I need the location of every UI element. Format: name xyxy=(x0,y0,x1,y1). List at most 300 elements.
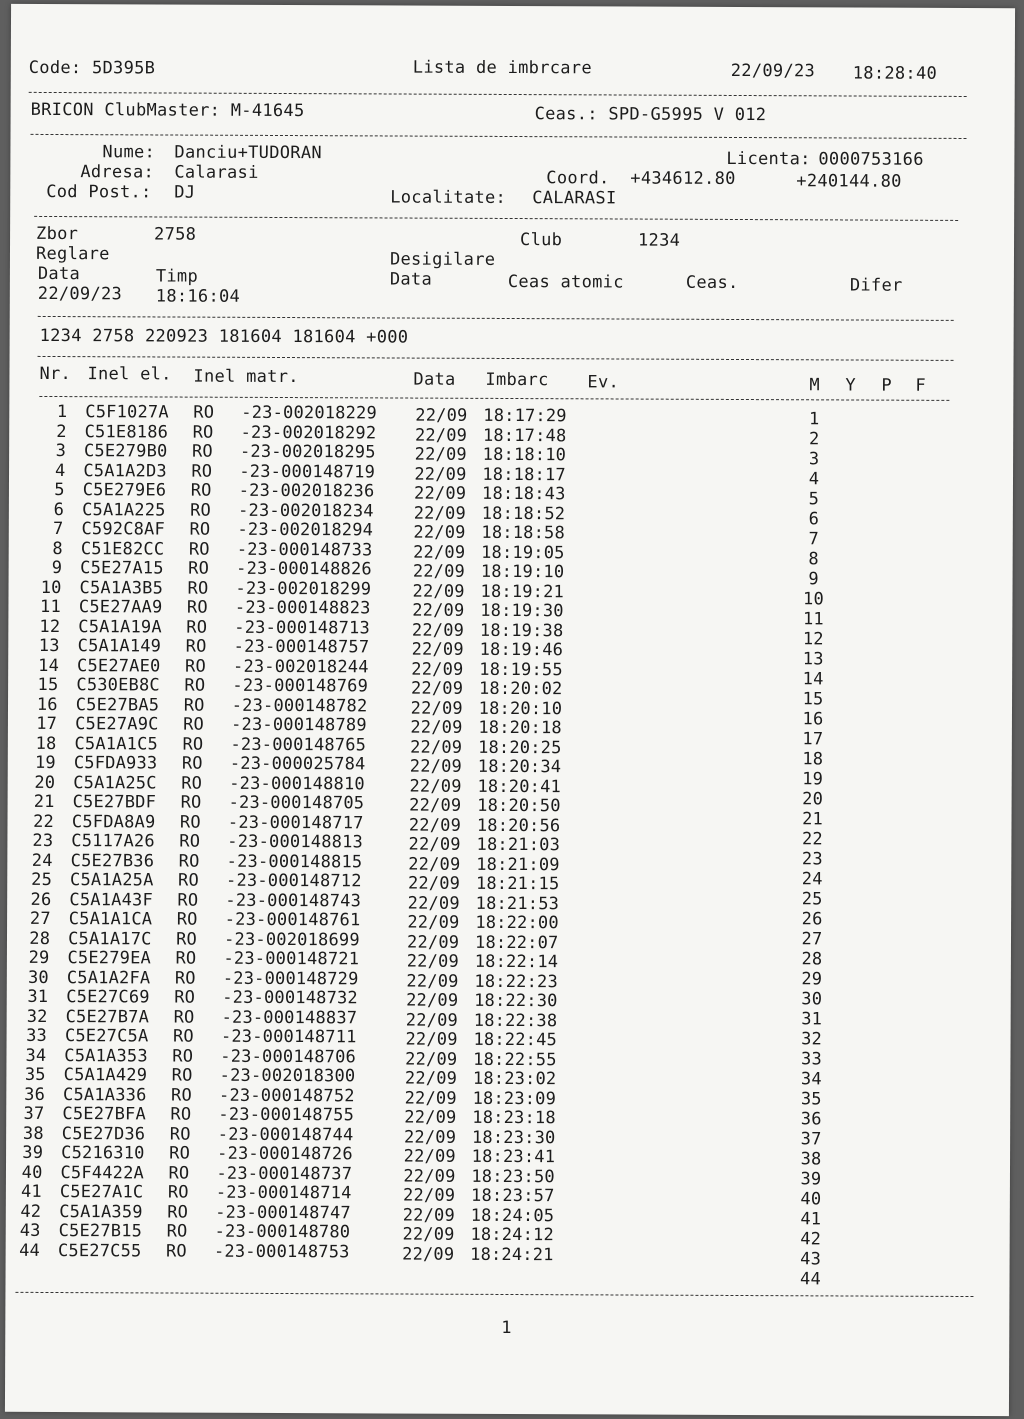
nume-value: Danciu+TUDORAN xyxy=(174,142,322,164)
row-time: 18:23:30 xyxy=(471,1127,556,1148)
row-m: 35 xyxy=(800,1089,822,1110)
printout-page xyxy=(5,4,1015,1416)
row-inel-matr: -23-000148780 xyxy=(214,1221,351,1243)
row-date: 22/09 xyxy=(404,1068,458,1089)
row-number: 10 xyxy=(40,577,62,598)
row-date: 22/09 xyxy=(410,737,463,758)
row-date: 22/09 xyxy=(405,1010,459,1031)
row-date: 22/09 xyxy=(414,464,467,485)
row-time: 18:22:45 xyxy=(473,1029,558,1051)
row-inel-el: C5A1A25C xyxy=(73,772,157,793)
row-country: RO xyxy=(183,714,205,735)
row-date: 22/09 xyxy=(406,932,460,953)
row-m: 30 xyxy=(801,989,823,1010)
row-m: 16 xyxy=(802,709,824,730)
row-time: 18:19:10 xyxy=(480,561,565,583)
row-inel-matr: -23-000148752 xyxy=(219,1085,355,1106)
codpost-value: DJ xyxy=(174,182,196,203)
row-inel-matr: -23-000148714 xyxy=(215,1182,352,1204)
row-country: RO xyxy=(172,1046,194,1067)
licenta-label: Licenta: xyxy=(726,148,811,170)
row-inel-matr: -23-000148769 xyxy=(232,675,369,697)
row-m: 21 xyxy=(802,809,824,830)
localitate-value: CALARASI xyxy=(532,188,617,209)
row-time: 18:24:21 xyxy=(470,1244,554,1265)
row-date: 22/09 xyxy=(405,1029,458,1050)
row-date: 22/09 xyxy=(402,1205,455,1226)
row-m: 33 xyxy=(800,1049,822,1070)
row-m: 39 xyxy=(800,1169,822,1190)
row-date: 22/09 xyxy=(414,425,468,446)
row-date: 22/09 xyxy=(404,1088,457,1109)
row-country: RO xyxy=(185,636,207,657)
licenta-value: 0000753166 xyxy=(818,149,924,170)
row-time: 18:18:43 xyxy=(482,483,566,505)
row-time: 18:23:18 xyxy=(472,1107,556,1129)
row-inel-matr: -23-000148755 xyxy=(218,1104,355,1126)
row-number: 14 xyxy=(38,655,60,676)
row-inel-el: C5E27C69 xyxy=(66,987,150,1008)
row-country: RO xyxy=(191,461,213,482)
row-inel-matr: -23-002018244 xyxy=(232,656,369,677)
row-number: 16 xyxy=(36,694,58,715)
row-number: 43 xyxy=(19,1220,41,1241)
row-m: 42 xyxy=(800,1229,822,1250)
row-m: 18 xyxy=(802,749,824,770)
row-m: 24 xyxy=(801,869,823,890)
row-date: 22/09 xyxy=(411,620,465,641)
club-value: 1234 xyxy=(638,230,681,251)
row-m: 20 xyxy=(802,789,824,810)
row-country: RO xyxy=(166,1221,188,1242)
row-m: 29 xyxy=(801,969,823,990)
row-inel-matr: -23-000148719 xyxy=(239,461,376,482)
club-label: Club xyxy=(520,230,563,251)
row-date: 22/09 xyxy=(412,561,466,582)
row-inel-el: C5117A26 xyxy=(71,831,155,852)
row-country: RO xyxy=(179,812,201,833)
row-inel-matr: -23-000148721 xyxy=(223,948,360,970)
row-number: 29 xyxy=(28,947,50,968)
col-f: F xyxy=(915,375,927,396)
row-number: 35 xyxy=(24,1064,46,1085)
row-date: 22/09 xyxy=(404,1107,457,1128)
row-inel-el: C5E27C55 xyxy=(57,1240,142,1261)
row-m: 32 xyxy=(801,1029,823,1050)
clubmaster-id: BRICON ClubMaster: M-41645 xyxy=(30,99,305,122)
row-m: 7 xyxy=(808,529,820,550)
row-inel-matr: -23-000148747 xyxy=(215,1202,351,1223)
row-inel-el: C5E27B15 xyxy=(58,1221,143,1242)
row-date: 22/09 xyxy=(411,639,464,660)
col-data: Data xyxy=(413,369,456,390)
row-date: 22/09 xyxy=(410,698,463,719)
row-time: 18:19:05 xyxy=(481,542,565,563)
row-inel-matr: -23-000148826 xyxy=(236,558,372,580)
row-inel-el: C5FDA8A9 xyxy=(71,811,156,832)
codpost-label: Cod Post.: xyxy=(46,181,152,203)
row-date: 22/09 xyxy=(406,951,459,972)
row-date: 22/09 xyxy=(403,1185,456,1206)
row-number: 11 xyxy=(40,596,61,618)
row-inel-matr: -23-000148765 xyxy=(230,734,367,755)
row-country: RO xyxy=(174,968,196,989)
row-country: RO xyxy=(169,1124,191,1145)
row-inel-el: C5A1A1CA xyxy=(68,909,153,930)
row-m: 25 xyxy=(801,889,823,910)
row-inel-el: C5A1A43F xyxy=(69,889,153,910)
row-country: RO xyxy=(193,402,215,423)
row-inel-el: C5E27A1C xyxy=(59,1182,144,1203)
coord-y: +240144.80 xyxy=(796,171,902,192)
row-number: 28 xyxy=(29,928,51,949)
row-m: 41 xyxy=(800,1209,822,1230)
report-title: Lista de imbrcare xyxy=(412,57,592,79)
row-time: 18:19:38 xyxy=(479,620,564,641)
ceas-label: Ceas. xyxy=(685,272,739,293)
row-inel-matr: -23-000148732 xyxy=(222,987,358,1009)
flight-summary: 1234 2758 220923 181604 181604 +000 xyxy=(39,325,409,348)
row-time: 18:18:17 xyxy=(482,464,566,485)
row-country: RO xyxy=(167,1182,189,1203)
desigilare-label: Desigilare xyxy=(389,249,496,270)
row-date: 22/09 xyxy=(403,1146,456,1167)
row-date: 22/09 xyxy=(407,912,460,933)
row-country: RO xyxy=(188,558,210,579)
row-inel-matr: -23-000025784 xyxy=(229,753,366,775)
row-inel-el: C5A1A3B5 xyxy=(79,577,164,598)
row-m: 17 xyxy=(802,729,824,750)
row-inel-matr: -23-000148705 xyxy=(228,792,365,814)
row-time: 18:23:50 xyxy=(471,1166,555,1187)
row-inel-matr: -23-000148711 xyxy=(220,1026,357,1048)
row-time: 18:20:34 xyxy=(477,756,562,778)
row-inel-matr: -23-000148782 xyxy=(231,695,368,716)
row-number: 40 xyxy=(21,1162,43,1183)
row-inel-matr: -23-000148757 xyxy=(233,636,370,658)
row-inel-el: C5E27D36 xyxy=(61,1123,146,1144)
divider xyxy=(15,1292,973,1297)
row-number: 18 xyxy=(35,733,57,754)
reglare-data-value: 22/09/23 xyxy=(37,283,123,305)
row-number: 32 xyxy=(26,1006,48,1027)
row-country: RO xyxy=(172,1026,194,1047)
row-country: RO xyxy=(186,597,208,618)
row-m: 40 xyxy=(800,1189,822,1210)
row-inel-matr: -23-000148743 xyxy=(225,890,362,911)
row-inel-matr: -23-002018299 xyxy=(235,578,372,599)
row-number: 5 xyxy=(54,480,65,501)
row-inel-el: C5E279E6 xyxy=(82,480,167,501)
row-country: RO xyxy=(184,675,206,696)
row-inel-el: C5A1A359 xyxy=(59,1201,143,1222)
row-m: 43 xyxy=(800,1249,822,1270)
row-country: RO xyxy=(183,695,205,716)
row-inel-el: C5E27AA9 xyxy=(78,597,163,618)
row-inel-matr: -23-002018294 xyxy=(237,519,374,541)
row-inel-el: C5A1A25A xyxy=(70,870,154,891)
row-time: 18:20:18 xyxy=(478,717,562,739)
row-date: 22/09 xyxy=(409,795,462,816)
row-inel-matr: -23-000148761 xyxy=(224,909,361,931)
row-inel-el: C5F4422A xyxy=(60,1162,145,1183)
row-country: RO xyxy=(171,1065,193,1086)
row-inel-el: C5F1027A xyxy=(85,402,169,423)
row-time: 18:18:58 xyxy=(481,522,565,544)
reglare-timp-label: Timp xyxy=(155,266,199,287)
row-number: 13 xyxy=(38,635,60,657)
row-inel-el: C5216310 xyxy=(61,1143,145,1164)
row-date: 22/09 xyxy=(407,873,461,894)
row-m: 9 xyxy=(808,569,819,590)
row-country: RO xyxy=(181,753,203,774)
row-time: 18:22:00 xyxy=(475,912,559,934)
row-number: 39 xyxy=(22,1142,44,1163)
row-time: 18:20:56 xyxy=(476,815,561,836)
row-date: 22/09 xyxy=(402,1224,455,1245)
row-time: 18:22:23 xyxy=(474,971,558,992)
row-date: 22/09 xyxy=(406,990,459,1011)
divider xyxy=(29,92,967,97)
row-number: 6 xyxy=(53,499,65,520)
row-date: 22/09 xyxy=(413,503,466,524)
row-date: 22/09 xyxy=(403,1166,456,1187)
row-number: 42 xyxy=(20,1201,42,1222)
row-time: 18:21:09 xyxy=(476,854,560,875)
row-inel-el: C5A1A429 xyxy=(63,1065,148,1086)
row-date: 22/09 xyxy=(409,776,462,797)
row-number: 44 xyxy=(19,1240,41,1261)
row-inel-matr: -23-000148813 xyxy=(227,831,364,853)
row-inel-matr: -23-000148713 xyxy=(234,617,370,638)
row-date: 22/09 xyxy=(410,717,463,738)
row-time: 18:24:12 xyxy=(470,1224,554,1246)
page-number: 1 xyxy=(501,1317,512,1339)
row-m: 3 xyxy=(808,449,820,470)
reglare-label: Reglare xyxy=(35,243,110,265)
row-number: 38 xyxy=(22,1123,44,1144)
row-time: 18:19:55 xyxy=(479,659,563,680)
row-inel-el: C5A1A225 xyxy=(82,499,166,520)
row-number: 9 xyxy=(51,557,63,579)
row-country: RO xyxy=(167,1202,189,1223)
row-m: 28 xyxy=(801,949,823,970)
row-country: RO xyxy=(169,1143,191,1164)
row-number: 26 xyxy=(30,889,52,910)
difer-label: Difer xyxy=(849,275,903,296)
row-inel-el: C5E27B7A xyxy=(65,1006,150,1027)
row-country: RO xyxy=(175,948,197,969)
report-date: 22/09/23 xyxy=(730,60,816,82)
row-inel-matr: -23-000148837 xyxy=(221,1007,358,1028)
row-m: 38 xyxy=(800,1149,822,1170)
reglare-timp-value: 18:16:04 xyxy=(155,286,241,307)
row-date: 22/09 xyxy=(407,893,460,914)
row-inel-el: C5A1A2FA xyxy=(66,967,151,988)
row-inel-el: C51E8186 xyxy=(84,421,169,443)
table-row xyxy=(6,1240,1010,1290)
col-nr: Nr. xyxy=(39,363,72,385)
row-m: 22 xyxy=(801,829,823,850)
row-time: 18:23:41 xyxy=(471,1146,556,1168)
row-inel-matr: -23-000148737 xyxy=(216,1163,353,1184)
row-m: 27 xyxy=(801,929,823,950)
row-time: 18:20:02 xyxy=(478,678,563,700)
row-inel-el: C51E82CC xyxy=(80,538,165,559)
row-inel-matr: -23-000148706 xyxy=(220,1046,357,1067)
col-imbarc: Imbarc xyxy=(485,369,549,391)
row-inel-matr: -23-002018229 xyxy=(241,402,377,424)
row-time: 18:19:30 xyxy=(480,600,564,622)
row-time: 18:18:52 xyxy=(481,503,566,524)
row-country: RO xyxy=(178,851,200,872)
row-inel-el: C592C8AF xyxy=(81,519,165,540)
row-number: 1 xyxy=(56,402,68,423)
clock-id: Ceas.: SPD-G5995 V 012 xyxy=(534,104,767,126)
row-m: 4 xyxy=(808,469,820,490)
row-date: 22/09 xyxy=(409,756,463,777)
col-inel-matr: Inel matr. xyxy=(193,366,299,388)
row-number: 23 xyxy=(32,830,54,852)
row-inel-el: C530EB8C xyxy=(76,675,160,696)
row-inel-matr: -23-002018699 xyxy=(224,929,360,950)
row-country: RO xyxy=(176,929,198,950)
row-inel-el: C5E27BA5 xyxy=(75,694,160,715)
row-time: 18:22:55 xyxy=(473,1049,557,1070)
row-inel-el: C5A1A19A xyxy=(78,616,162,637)
row-number: 20 xyxy=(34,772,56,793)
row-m: 44 xyxy=(800,1269,821,1290)
row-time: 18:19:21 xyxy=(480,581,565,602)
report-time: 18:28:40 xyxy=(852,63,938,84)
row-number: 37 xyxy=(23,1103,45,1124)
row-country: RO xyxy=(191,441,213,462)
row-country: RO xyxy=(174,987,196,1008)
row-date: 22/09 xyxy=(414,444,467,465)
reglare-data-label: Data xyxy=(37,263,81,285)
row-date: 22/09 xyxy=(412,600,465,621)
row-time: 18:23:09 xyxy=(472,1088,557,1109)
row-m: 1 xyxy=(809,409,820,430)
col-p: P xyxy=(881,375,893,396)
localitate-label: Localitate: xyxy=(390,187,507,208)
row-date: 22/09 xyxy=(410,678,464,699)
row-m: 6 xyxy=(808,509,820,530)
row-time: 18:21:15 xyxy=(475,873,560,895)
adresa-label: Adresa: xyxy=(80,162,155,183)
row-country: RO xyxy=(186,617,208,638)
row-m: 37 xyxy=(800,1129,822,1150)
row-number: 33 xyxy=(26,1025,48,1046)
row-inel-el: C5E27A9C xyxy=(75,714,159,735)
row-date: 22/09 xyxy=(403,1127,457,1148)
row-inel-matr: -23-000148744 xyxy=(217,1124,354,1145)
row-inel-matr: -23-000148823 xyxy=(234,597,371,619)
row-m: 15 xyxy=(802,689,824,710)
row-number: 34 xyxy=(25,1045,47,1066)
row-inel-el: C5A1A2D3 xyxy=(83,460,167,482)
row-country: RO xyxy=(182,734,204,755)
row-time: 18:22:14 xyxy=(474,951,559,973)
row-m: 5 xyxy=(808,489,820,510)
row-date: 22/09 xyxy=(414,483,467,504)
row-inel-matr: -23-002018295 xyxy=(239,441,376,463)
row-inel-matr: -23-000148753 xyxy=(213,1241,350,1262)
row-time: 18:18:10 xyxy=(482,444,567,466)
row-m: 11 xyxy=(802,609,824,630)
row-country: RO xyxy=(180,792,202,813)
row-number: 36 xyxy=(24,1084,46,1105)
row-country: RO xyxy=(181,773,203,794)
coord-x: +434612.80 xyxy=(630,168,736,189)
row-inel-el: C5A1A17C xyxy=(68,928,152,949)
row-time: 18:21:03 xyxy=(476,834,561,856)
row-date: 22/09 xyxy=(413,522,466,543)
row-number: 4 xyxy=(54,460,66,481)
row-inel-el: C5E27BFA xyxy=(62,1104,146,1125)
row-m: 14 xyxy=(802,669,824,690)
row-inel-matr: -23-000148810 xyxy=(229,773,365,794)
divider xyxy=(31,134,967,139)
row-number: 3 xyxy=(55,441,67,462)
row-m: 23 xyxy=(801,849,823,870)
desigilare-data-label: Data xyxy=(389,269,433,290)
row-number: 27 xyxy=(29,908,51,929)
row-date: 22/09 xyxy=(411,659,464,680)
row-country: RO xyxy=(187,578,209,599)
row-date: 22/09 xyxy=(408,854,461,875)
row-time: 18:23:57 xyxy=(471,1185,555,1207)
row-time: 18:20:41 xyxy=(477,776,562,797)
col-ev: Ev. xyxy=(587,372,620,393)
row-time: 18:17:29 xyxy=(483,405,567,427)
row-inel-matr: -23-000148729 xyxy=(222,968,359,989)
row-inel-el: C5A1A149 xyxy=(77,636,162,657)
row-number: 22 xyxy=(33,811,55,832)
row-country: RO xyxy=(188,539,210,560)
row-inel-el: C5A1A353 xyxy=(64,1045,148,1066)
row-inel-matr: -23-000148726 xyxy=(217,1143,353,1165)
row-inel-el: C5A1A1C5 xyxy=(74,733,159,754)
row-number: 31 xyxy=(27,986,49,1007)
row-inel-matr: -23-000148717 xyxy=(227,812,364,833)
row-country: RO xyxy=(170,1104,192,1125)
row-time: 18:20:10 xyxy=(478,698,563,719)
row-inel-matr: -23-000148789 xyxy=(231,714,367,736)
row-m: 19 xyxy=(802,769,824,790)
row-country: RO xyxy=(168,1163,190,1184)
adresa-value: Calarasi xyxy=(174,162,259,183)
row-inel-matr: -23-000148733 xyxy=(236,539,373,560)
divider xyxy=(34,216,958,221)
row-country: RO xyxy=(179,831,201,852)
row-date: 22/09 xyxy=(413,542,466,563)
row-m: 8 xyxy=(808,549,819,570)
row-m: 26 xyxy=(801,909,823,930)
row-country: RO xyxy=(171,1085,192,1106)
row-inel-el: C5E27A15 xyxy=(80,558,164,579)
row-m: 13 xyxy=(802,649,824,670)
row-inel-el: C5E27BDF xyxy=(72,792,157,813)
row-country: RO xyxy=(177,890,199,911)
row-inel-matr: -23-002018236 xyxy=(238,480,375,502)
row-time: 18:22:07 xyxy=(474,932,559,953)
row-number: 19 xyxy=(34,752,56,774)
row-inel-matr: -23-000148712 xyxy=(226,870,362,892)
row-time: 18:21:53 xyxy=(475,893,560,914)
coord-label: Coord. xyxy=(546,168,610,189)
row-number: 7 xyxy=(53,519,64,540)
